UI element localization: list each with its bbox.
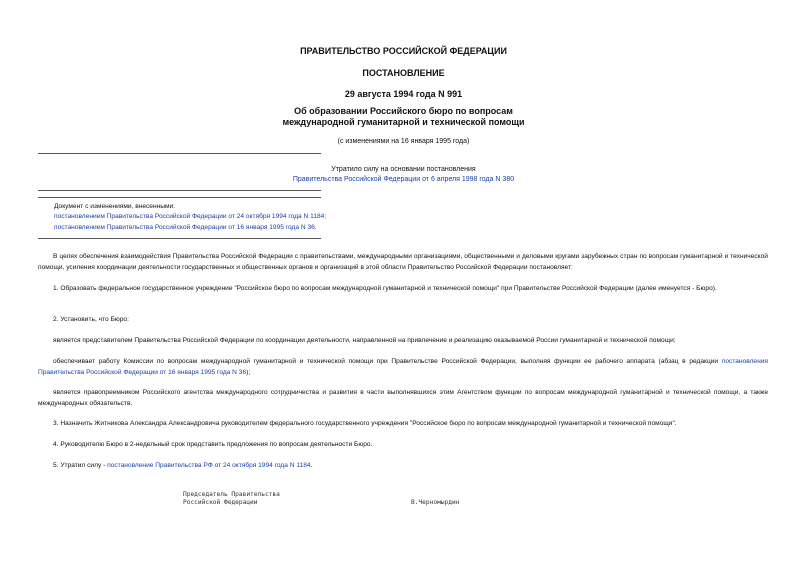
paragraph-3: 3. Назначить Житникова Александра Александровича руководителем федерального государственного учреждения "Российское бюро по вопросам международной гуманитарной и технической помощи".: [53, 420, 677, 427]
amendment-link-1[interactable]: постановлением Правительства Российской Федерации от 24 октября 1994 года N 1184;: [54, 213, 327, 220]
document-title-line-1: Об образовании Российского бюро по вопросам: [294, 106, 513, 116]
changes-note: (с изменениями на 16 января 1995 года): [337, 138, 470, 145]
divider: [38, 190, 321, 191]
paragraph-2: 2. Установить, что Бюро:: [53, 316, 129, 323]
document-date-number: 29 августа 1994 года N 991: [344, 89, 463, 99]
paragraph-2c: является правопреемником Российского агентства международного сотрудничества и развития в части выполнявшихся этим Агентством функции по вопросам международной гуманитарной и технической помощи, а также международных обязательств.: [38, 389, 768, 407]
paragraph-2b: [38, 357, 768, 378]
divider: [38, 238, 321, 239]
divider: [38, 153, 321, 154]
paragraph-5: [38, 461, 768, 472]
amendment-link-2[interactable]: постановлением Правительства Российской Федерации от 16 января 1995 года N 36.: [54, 224, 317, 231]
paragraph-5-link[interactable]: постановление Правительства РФ от 24 октября 1994 года N 1184: [107, 462, 311, 469]
intro-paragraph: В целях обеспечения взаимодействия Правительства Российской Федерации с правительствами, международными организациями, общественными и деловыми кругами зарубежных стран по вопросам гуманитарной и технической помощи, усиления координации деятельности государственных и общественных органов и организаций в этой области Правительство Российской Федерации постановляет:: [38, 253, 768, 271]
document-title-line-2: международной гуманитарной и технической помощи: [282, 117, 525, 127]
signature-position-line-1: Председатель Правительства: [183, 491, 280, 498]
paragraph-1: 1. Образовать федеральное государственное учреждение "Российское бюро по вопросам международной гуманитарной и технической помощи" при Правительстве Российской Федерации (далее именуется - Бюро).: [53, 285, 717, 292]
divider: [38, 197, 321, 198]
paragraph-2b-text: обеспечивает работу Комиссии по вопросам международной гуманитарной и технической помощи при Правительстве Российской Федерации, выполняя функции ее рабочего аппарата (абзац в редакции: [53, 358, 722, 365]
lost-force-note: Утратило силу на основании постановления: [331, 166, 476, 173]
paragraph-5-end: .: [310, 462, 313, 469]
amendments-title: Документ с изменениями, внесенными:: [54, 203, 176, 210]
paragraph-2a: является представителем Правительства Российской Федерации по координации деятельности, направленной на привлечение и реализацию оказываемой России гуманитарной и технической помощи;: [53, 337, 676, 344]
signature-position-line-2: Российской Федерации: [183, 499, 258, 506]
government-heading: ПРАВИТЕЛЬСТВО РОССИЙСКОЙ ФЕДЕРАЦИИ: [300, 46, 507, 56]
paragraph-4: 4. Руководителю Бюро в 2-недельный срок представить предложения по вопросам деятельности Бюро.: [53, 441, 373, 448]
paragraph-5-text: 5. Утратил силу -: [53, 462, 108, 469]
signature-name: В.Черномырдин: [411, 499, 460, 506]
lost-force-link[interactable]: Правительства Российской Федерации от 6 апреля 1998 года N 380: [292, 176, 515, 183]
paragraph-2b-end: );: [246, 368, 251, 376]
paragraph-2b-link[interactable]: постановления Правительства Российской Федерации от 16 января 1995 года N 36: [38, 358, 768, 376]
document-type: ПОСТАНОВЛЕНИЕ: [362, 68, 445, 78]
